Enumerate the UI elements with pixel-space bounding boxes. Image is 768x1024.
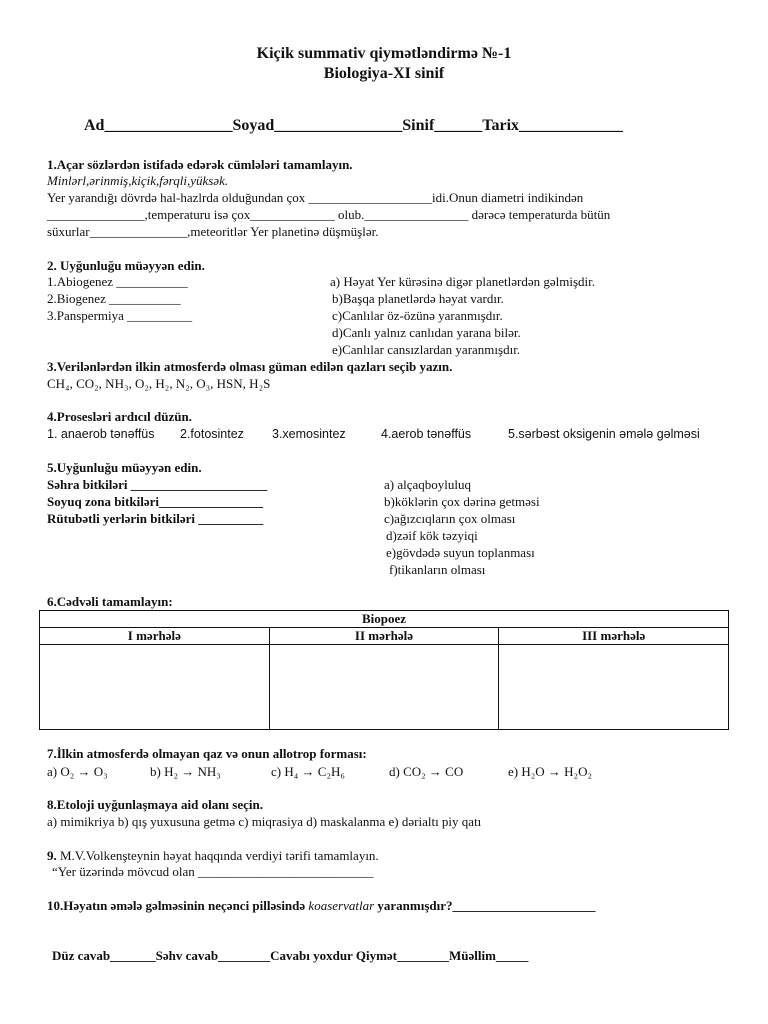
q5-right-item: a) alçaqboyluluq	[384, 477, 471, 492]
page-subtitle: Biologiya-XI sinif	[323, 65, 445, 82]
q1-line-3: süxurlar_______________,meteoritlər Yer planetinə düşmüşlər.	[47, 224, 379, 239]
q8-title: 8.Etoloji uyğunlaşmaya aid olanı seçin.	[47, 797, 263, 812]
q2-right-item: d)Canlı yalnız canlıdan yarana bilər.	[332, 325, 521, 340]
table-answer-cell[interactable]	[40, 645, 270, 730]
q5-right-item: f)tikanların olması	[389, 562, 486, 577]
table-answer-cell[interactable]	[499, 645, 729, 730]
q5-right-item: b)köklərin çox dərinə getməsi	[384, 494, 540, 509]
q7-option: d) CO₂ → CO	[389, 764, 464, 779]
q7-option: e) H₂O → H₂O₂	[508, 764, 592, 779]
biopoez-table	[39, 610, 729, 730]
table-column-header: II mərhələ	[269, 628, 499, 645]
q7-option: c) H₄ → C₂H₆	[271, 764, 345, 779]
q7-option: a) O₂ → O₃	[47, 764, 108, 779]
q9-text	[47, 848, 379, 864]
q9-number: 9.	[47, 848, 57, 863]
q1-title: 1.Açar sözlərdən istifadə edərək cümlələri tamamlayın.	[47, 157, 353, 172]
q2-left-item: 2.Biogenez ___________	[47, 291, 181, 306]
q4-title: 4.Prosesləri ardıcıl düzün.	[47, 409, 192, 424]
q5-left-item: Soyuq zona bitkiləri________________	[47, 494, 263, 509]
q4-item: 4.aerob tənəffüs	[381, 427, 472, 441]
q5-left-item: Rütubətli yerlərin bitkiləri __________	[47, 511, 264, 526]
q10-question	[47, 898, 596, 914]
q4-item: 5.sərbəst oksigenin əmələ gəlməsi	[508, 427, 700, 441]
q5-right-item: e)gövdədə suyun toplanması	[386, 545, 535, 560]
q4-item: 3.xemosintez	[272, 427, 346, 441]
q5-title: 5.Uyğunluğu müəyyən edin.	[47, 460, 202, 475]
q2-right-item: a) Həyat Yer kürəsinə digər planetlərdən gəlmişdir.	[330, 274, 595, 289]
q2-right-item: b)Başqa planetlərdə həyat vardır.	[332, 291, 504, 306]
table-answer-cell[interactable]	[269, 645, 499, 730]
q7-option: b) H₂ → NH₃	[150, 764, 221, 779]
q5-right-item: d)zəif kök təzyiqi	[386, 528, 478, 543]
table-column-header: I mərhələ	[40, 628, 270, 645]
q9-quote: “Yer üzərində mövcud olan ___________________________	[52, 864, 374, 879]
q9-instruction: M.V.Volkenşteynin həyat haqqında verdiyi tərifi tamamlayın.	[60, 848, 379, 863]
page-title: Kiçik summativ qiymətləndirmə №-1	[256, 45, 512, 62]
q4-item: 1. anaerob tənəffüs	[47, 427, 155, 441]
q5-left-item: Səhra bitkiləri _____________________	[47, 477, 268, 492]
q7-title: 7.İlkin atmosferdə olmayan qaz və onun allotrop forması:	[47, 746, 367, 761]
q8-options: a) mimikriya b) qış yuxusuna getmə c) miqrasiya d) maskalanma e) dərialtı piy qatı	[47, 814, 482, 829]
q10-italic-term: koaservatlar	[308, 898, 375, 913]
q10-tail: yaranmışdır?______________________	[374, 898, 596, 913]
q2-left-item: 3.Panspermiya __________	[47, 308, 193, 323]
q1-line-2: _______________,temperaturu isə çox_____________ olub.________________ dərəcə temperaturda bütün	[47, 207, 611, 222]
q6-title: 6.Cədvəli tamamlayın:	[47, 594, 173, 609]
q3-title: 3.Verilənlərdən ilkin atmosferdə olması güman edilən qazları seçib yazın.	[47, 359, 453, 374]
q2-right-item: e)Canlılar cansızlardan yaranmışdır.	[332, 342, 521, 357]
biopoez-table-title: Biopoez	[40, 611, 729, 628]
q3-gases: CH₄, CO₂, NH₃, O₂, H₂, N₂, O₃, HSN, H₂S	[47, 376, 271, 391]
q2-right-item: c)Canlılar öz-özünə yaranmışdır.	[332, 308, 503, 323]
grading-footer: Düz cavab_______Səhv cavab________Cavabı yoxdur Qiymət________Müəllim_____	[52, 948, 529, 963]
q5-right-item: c)ağızcıqların çox olması	[384, 511, 516, 526]
table-column-header: III mərhələ	[499, 628, 729, 645]
q2-left-item: 1.Abiogenez ___________	[47, 274, 188, 289]
q4-item: 2.fotosintez	[180, 427, 244, 441]
q1-keywords: Minlərl,ərinmiş,kiçik,fərqli,yüksək.	[47, 173, 229, 188]
student-info-line: Ad________________Soyad________________Sinif______Tarix_____________	[84, 117, 624, 134]
q10-lead: 10.Həyatın əmələ gəlməsinin neçənci pilləsində	[47, 898, 309, 913]
q2-title: 2. Uyğunluğu müəyyən edin.	[47, 258, 205, 273]
q1-line-1: Yer yarandığı dövrdə hal-hazlrda olduğundan çox ___________________idi.Onun diametri indikindən	[47, 190, 584, 205]
